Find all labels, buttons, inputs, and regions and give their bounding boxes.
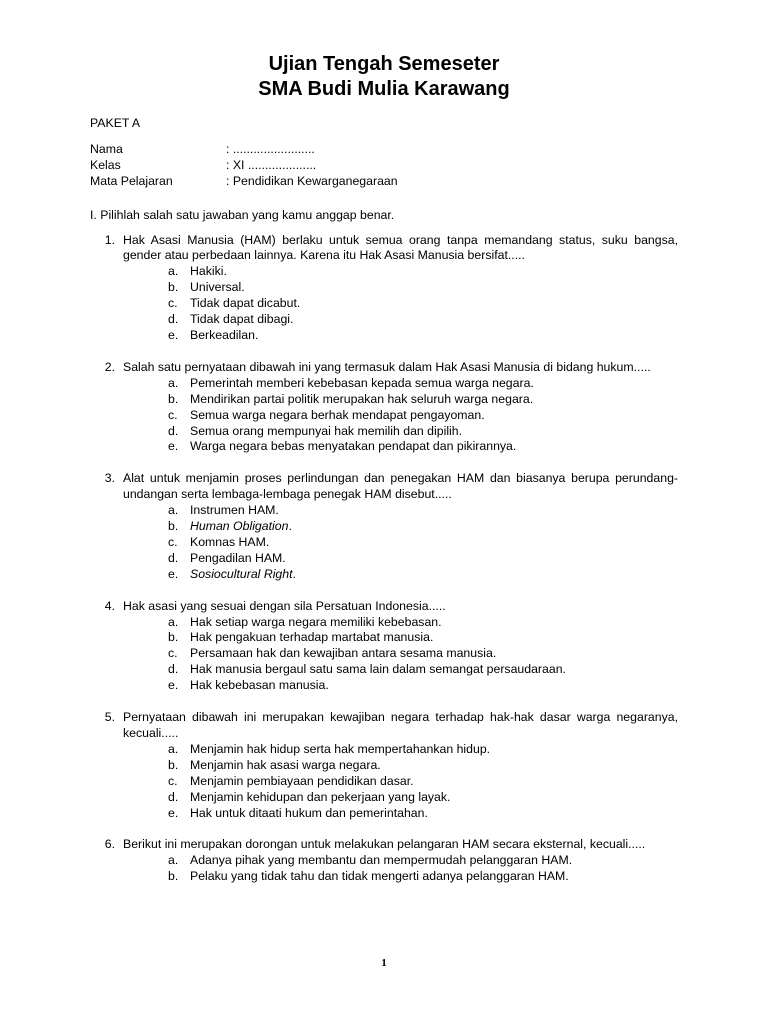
option-letter: b. (168, 757, 179, 772)
option-letter: e. (168, 566, 179, 581)
answer-options (123, 376, 678, 456)
option-text: Universal. (190, 280, 245, 295)
answer-option (123, 742, 678, 758)
option-letter: a. (168, 503, 179, 518)
option-text: Hak untuk ditaati hukum dan pemerintahan. (190, 805, 428, 820)
question-item (90, 233, 678, 344)
answer-option (123, 774, 678, 790)
answer-option (123, 630, 678, 646)
answer-option (123, 790, 678, 806)
option-text-italic: Sosiocultural Right (190, 566, 293, 581)
answer-option (123, 328, 678, 344)
identity-label: Mata Pelajaran (90, 173, 173, 188)
paket-label: PAKET A (90, 116, 141, 130)
option-text: Hakiki. (190, 264, 227, 279)
option-letter: b. (168, 519, 179, 534)
question-body (115, 710, 678, 821)
option-text: Hak pengakuan terhadap martabat manusia. (190, 630, 434, 645)
answer-options (123, 742, 678, 822)
answer-option (123, 312, 678, 328)
option-text: Adanya pihak yang membantu dan mempermudah pelanggaran HAM. (190, 853, 573, 868)
question-item (90, 710, 678, 821)
page-number: 1 (381, 957, 387, 969)
answer-option (123, 392, 678, 408)
identity-row (90, 142, 678, 158)
question-number: 6. (104, 837, 115, 852)
answer-option (123, 853, 678, 869)
question-item (90, 837, 678, 885)
exam-title: Ujian Tengah Semeseter (268, 53, 500, 75)
answer-option (123, 280, 678, 296)
option-letter: b. (168, 869, 179, 884)
option-letter: e. (168, 327, 179, 342)
answer-options (123, 503, 678, 583)
answer-option (123, 264, 678, 280)
option-text: Tidak dapat dicabut. (190, 296, 301, 311)
option-letter: c. (168, 407, 178, 422)
question-number: 3. (104, 471, 115, 486)
answer-option (123, 567, 678, 583)
option-letter: d. (168, 789, 179, 804)
option-text: Instrumen HAM. (190, 503, 279, 518)
option-text: Komnas HAM. (190, 534, 270, 549)
question-number: 2. (104, 359, 115, 374)
option-text: Persamaan hak dan kewajiban antara sesama manusia. (190, 646, 497, 661)
question-text: Hak asasi yang sesuai dengan sila Persatuan Indonesia..... (123, 598, 446, 613)
option-letter: e. (168, 439, 179, 454)
option-letter: d. (168, 662, 179, 677)
option-text: Pelaku yang tidak tahu dan tidak mengerti adanya pelanggaran HAM. (190, 869, 569, 884)
option-letter: b. (168, 280, 179, 295)
identity-block (90, 142, 678, 190)
option-letter: a. (168, 741, 179, 756)
exam-page (90, 52, 678, 901)
question-text: Pernyataan dibawah ini merupakan kewajiban negara terhadap hak-hak dasar warga negaranya, kecuali..... (123, 710, 678, 740)
answer-option (123, 758, 678, 774)
question-body (115, 837, 678, 885)
answer-option (123, 615, 678, 631)
identity-value: : XI .................... (226, 157, 317, 172)
question-text: Berikut ini merupakan dorongan untuk melakukan pelangaran HAM secara eksternal, kecuali..... (123, 837, 646, 852)
option-letter: c. (168, 646, 178, 661)
answer-option (123, 806, 678, 822)
answer-option (123, 535, 678, 551)
option-text: Mendirikan partai politik merupakan hak seluruh warga negara. (190, 391, 534, 406)
option-text: Berkeadilan. (190, 327, 259, 342)
option-letter: d. (168, 312, 179, 327)
answer-option (123, 376, 678, 392)
option-letter: c. (168, 534, 178, 549)
question-list (90, 233, 678, 886)
question-number: 5. (104, 710, 115, 725)
option-letter: e. (168, 805, 179, 820)
question-body (115, 233, 678, 344)
question-body (115, 471, 678, 582)
answer-options (123, 264, 678, 344)
option-letter: b. (168, 630, 179, 645)
option-text: Hak setiap warga negara memiliki kebebasan. (190, 614, 442, 629)
identity-row (90, 158, 678, 174)
question-text: Hak Asasi Manusia (HAM) berlaku untuk semua orang tanpa memandang status, suku bangsa, gender atau perbedaan lainnya. Karena itu Hak Asasi Manusia bersifat..... (123, 232, 678, 263)
option-text: Pemerintah memberi kebebasan kepada semua warga negara. (190, 375, 534, 390)
option-text: Semua warga negara berhak mendapat pengayoman. (190, 407, 485, 422)
answer-options (123, 615, 678, 695)
option-letter: e. (168, 678, 179, 693)
question-text: Alat untuk menjamin proses perlindungan dan penegakan HAM dan biasanya berupa perundang-undangan serta lembaga-lembaga penegak HAM disebut..... (123, 471, 678, 502)
option-letter: a. (168, 375, 179, 390)
identity-row (90, 174, 678, 190)
option-text: Warga negara bebas menyatakan pendapat dan pikirannya. (190, 439, 517, 454)
answer-option (123, 424, 678, 440)
answer-option (123, 662, 678, 678)
option-letter: c. (168, 773, 178, 788)
option-text: Menjamin kehidupan dan pekerjaan yang layak. (190, 789, 451, 804)
answer-option (123, 869, 678, 885)
option-letter: b. (168, 391, 179, 406)
answer-option (123, 646, 678, 662)
option-text: Menjamin hak hidup serta hak mempertahankan hidup. (190, 741, 491, 756)
option-text: Sosiocultural Right. (190, 566, 296, 581)
question-number: 1. (104, 232, 115, 247)
option-text: Semua orang mempunyai hak memilih dan dipilih. (190, 423, 463, 438)
option-text: Hak manusia bergaul satu sama lain dalam semangat persaudaraan. (190, 662, 566, 677)
identity-label: Nama (90, 141, 123, 156)
option-text: Hak kebebasan manusia. (190, 678, 329, 693)
answer-option (123, 408, 678, 424)
answer-option (123, 519, 678, 535)
identity-value: : ........................ (226, 141, 315, 156)
option-text: Tidak dapat dibagi. (190, 312, 294, 327)
question-item (90, 599, 678, 694)
answer-option (123, 551, 678, 567)
option-letter: d. (168, 423, 179, 438)
option-text: Menjamin hak asasi warga negara. (190, 757, 381, 772)
option-text: Pengadilan HAM. (190, 550, 286, 565)
question-item (90, 471, 678, 582)
school-name: SMA Budi Mulia Karawang (258, 78, 510, 100)
option-letter: a. (168, 614, 179, 629)
question-item (90, 360, 678, 455)
answer-options (123, 853, 678, 885)
answer-option (123, 296, 678, 312)
option-letter: c. (168, 296, 178, 311)
question-body (115, 360, 678, 455)
identity-value: : Pendidikan Kewarganegaraan (226, 173, 398, 188)
identity-label: Kelas (90, 157, 121, 172)
option-text: Human Obligation. (190, 519, 292, 534)
option-letter: d. (168, 550, 179, 565)
instruction-text: I. Pilihlah salah satu jawaban yang kamu anggap benar. (90, 207, 395, 222)
question-body (115, 599, 678, 694)
question-text: Salah satu pernyataan dibawah ini yang termasuk dalam Hak Asasi Manusia di bidang hukum..... (123, 359, 651, 374)
answer-option (123, 439, 678, 455)
option-letter: a. (168, 853, 179, 868)
option-text-italic: Human Obligation (190, 519, 289, 534)
answer-option (123, 503, 678, 519)
question-number: 4. (104, 598, 115, 613)
option-letter: a. (168, 264, 179, 279)
answer-option (123, 678, 678, 694)
option-text: Menjamin pembiayaan pendidikan dasar. (190, 773, 414, 788)
